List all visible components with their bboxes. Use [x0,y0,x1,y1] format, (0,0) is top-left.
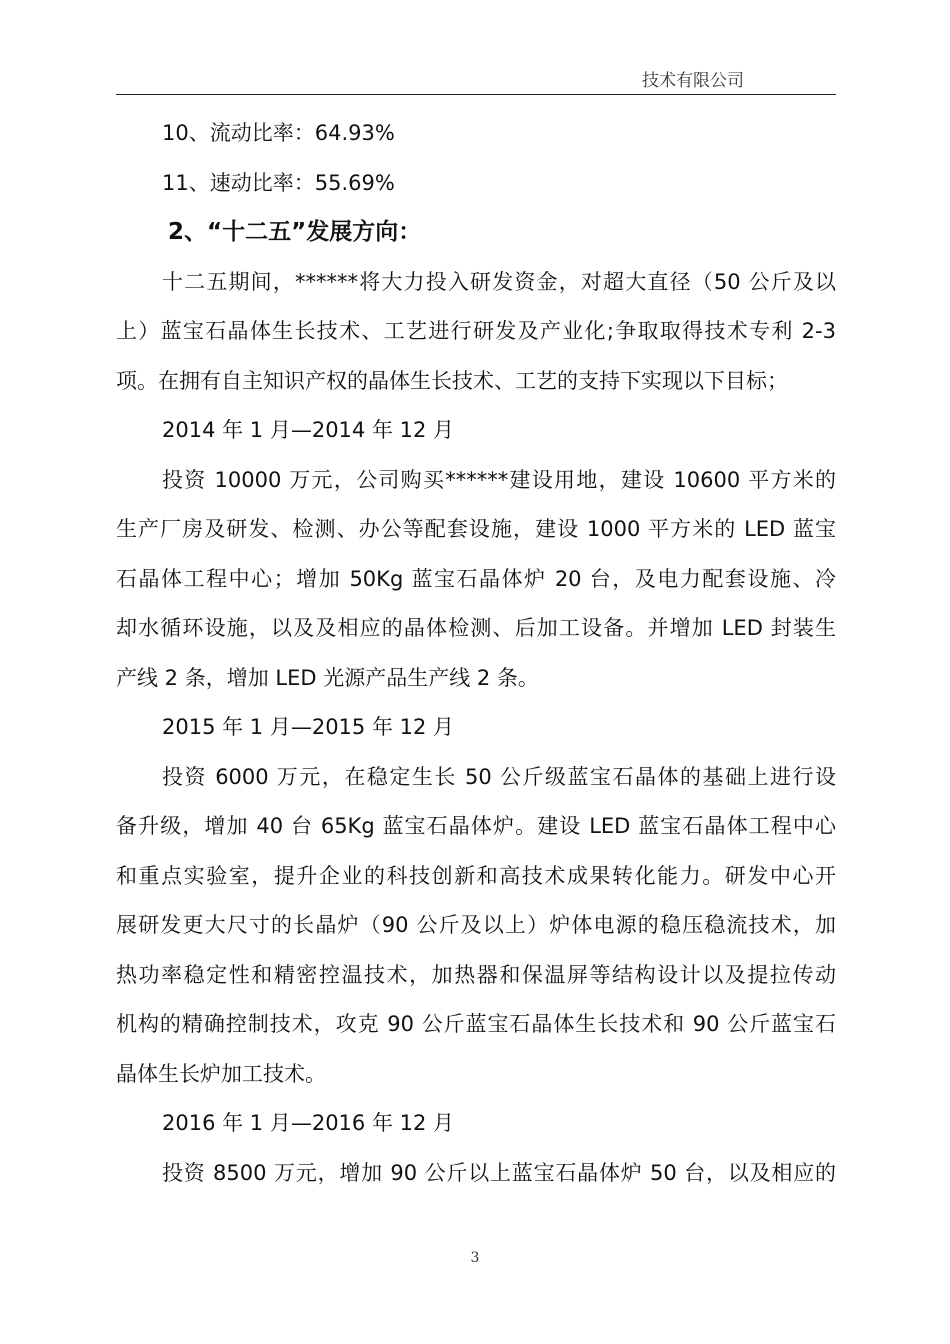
paragraph-line: 项。在拥有自主知识产权的晶体生长技术、工艺的支持下实现以下目标； [116,368,788,393]
paragraph-line: 投资 10000 万元，公司购买******建设用地，建设 10600 平方米的 [162,467,836,492]
current-ratio-line: 10、流动比率：64.93% [162,121,395,145]
paragraph-line: 展研发更大尺寸的长晶炉（90 公斤及以上）炉体电源的稳压稳流技术，加 [116,913,836,937]
period-heading-2016: 2016 年 1 月—2016 年 12 月 [162,1111,455,1135]
header-divider [116,94,836,95]
paragraph-line: 投资 6000 万元，在稳定生长 50 公斤级蓝宝石晶体的基础上进行设 [162,764,836,789]
paragraph-line: 投资 8500 万元，增加 90 公斤以上蓝宝石晶体炉 50 台，以及相应的 [162,1160,836,1185]
paragraph-line: 上）蓝宝石晶体生长技术、工艺进行研发及产业化;争取取得技术专利 2-3 [116,319,836,343]
paragraph-line: 晶体生长炉加工技术。 [116,1061,326,1086]
section-heading: 2、“十二五”发展方向： [168,219,422,245]
document-body [116,109,836,1198]
paragraph-line: 热功率稳定性和精密控温技术，加热器和保温屏等结构设计以及提拉传动 [116,962,836,987]
period-heading-2014: 2014 年 1 月—2014 年 12 月 [162,418,455,442]
paragraph-line: 却水循环设施，以及及相应的晶体检测、后加工设备。并增加 LED 封装生 [116,616,836,640]
period-heading-2015: 2015 年 1 月—2015 年 12 月 [162,715,455,739]
paragraph-line: 备升级，增加 40 台 65Kg 蓝宝石晶体炉。建设 LED 蓝宝石晶体工程中心 [116,814,836,838]
paragraph-line: 生产厂房及研发、检测、办公等配套设施，建设 1000 平方米的 LED 蓝宝 [116,517,836,541]
paragraph-line: 石晶体工程中心；增加 50Kg 蓝宝石晶体炉 20 台，及电力配套设施、冷 [116,566,836,591]
paragraph-line: 机构的精确控制技术，攻克 90 公斤蓝宝石晶体生长技术和 90 公斤蓝宝石 [116,1012,836,1036]
paragraph-line: 产线 2 条，增加 LED 光源产品生产线 2 条。 [116,665,539,690]
paragraph-line: 和重点实验室，提升企业的科技创新和高技术成果转化能力。研发中心开 [116,863,836,888]
paragraph-line: 十二五期间，******将大力投入研发资金，对超大直径（50 公斤及以 [162,269,836,294]
running-header: 技术有限公司 [642,71,744,91]
quick-ratio-line: 11、速动比率：55.69% [162,170,395,195]
page-number: 3 [470,1250,480,1266]
